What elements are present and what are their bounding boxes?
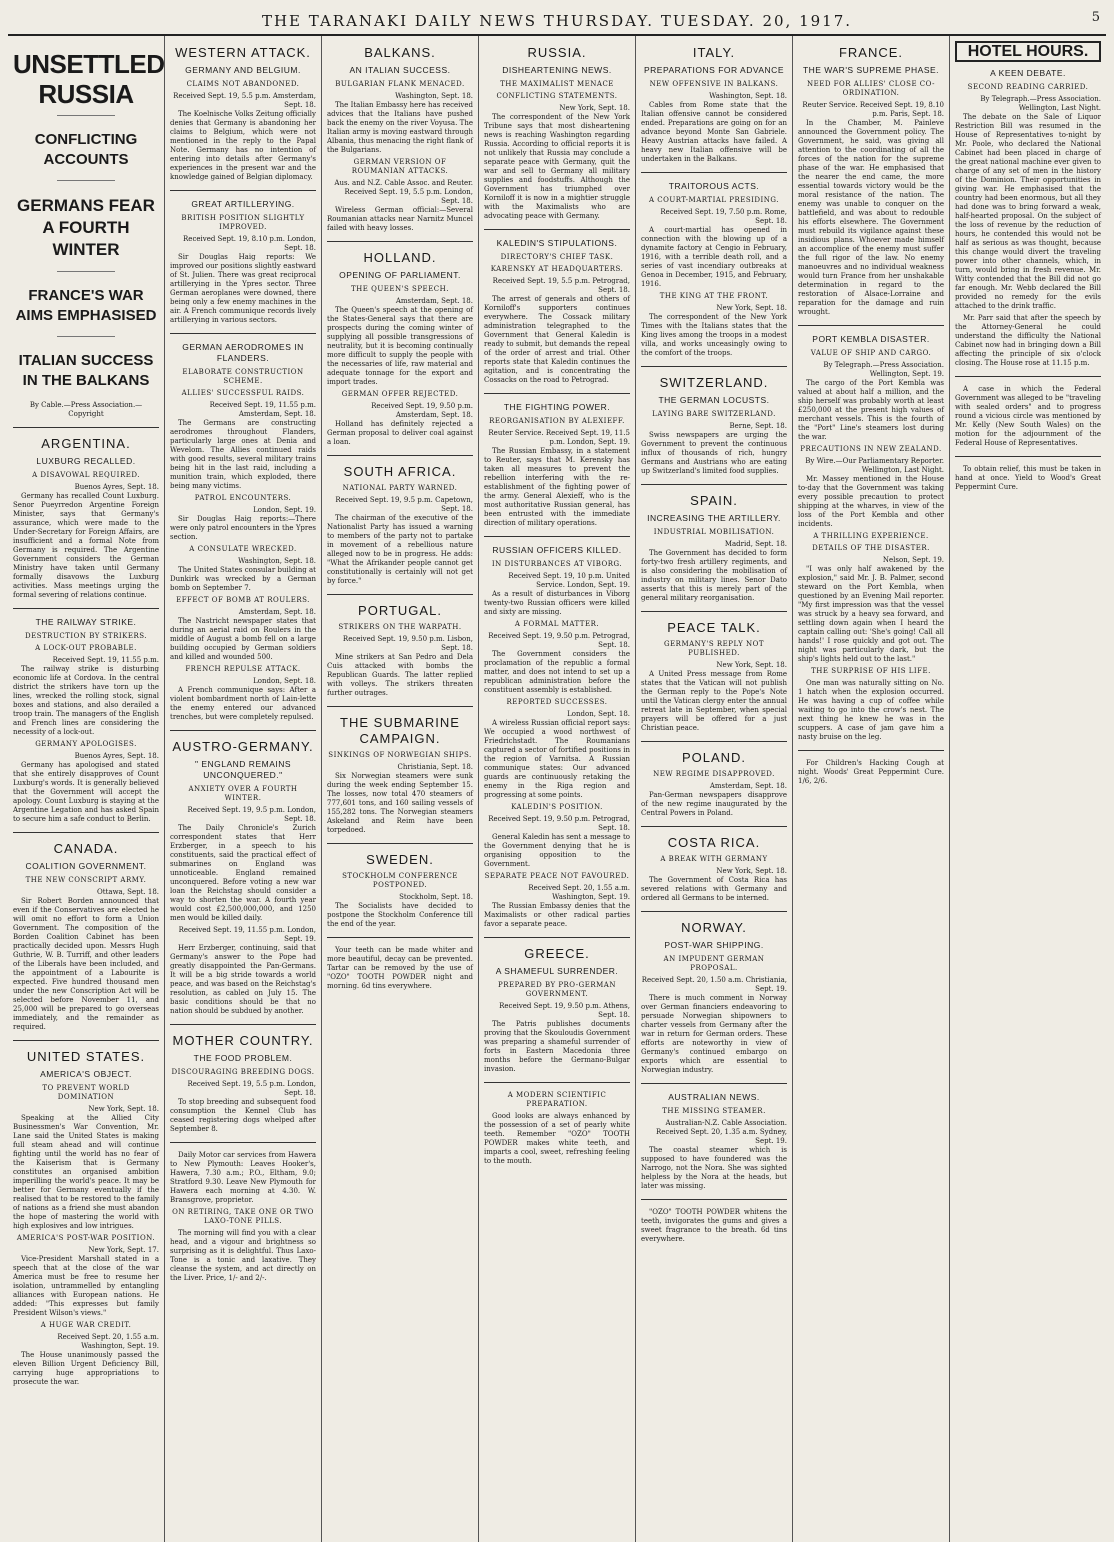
column-1: [8, 36, 165, 1542]
dateline: Berne, Sept. 18.: [729, 422, 787, 430]
article-text: The cargo of the Port Kembla was valued at about half a million, and the ship herself was probably worth at least £250,000 at the present high values of merchant vessels. This is the fourth of the "Port" Line's steamers lost during the war.: [798, 379, 944, 441]
argentina-sub2: A DISAVOWAL REQUIRED.: [32, 471, 140, 479]
kaledin-title: KALEDIN'S STIPULATIONS.: [496, 238, 618, 248]
dateline: London, Sept. 19.: [253, 506, 316, 514]
subheadline-conflicting: CONFLICTING ACCOUNTS: [34, 131, 138, 168]
divider: [641, 826, 787, 827]
patrol-title: PATROL ENCOUNTERS.: [194, 494, 292, 502]
western-title: WESTERN ATTACK.: [175, 45, 311, 60]
article-text: The railway strike is disturbing economic life at Cordova. In the central district the strikers have torn up the lines, wrecked the rolling stock, signal boxes and stations, and also derailed a troop train. The managers of the English and French lines are considering the necessity of a lock-out.: [13, 665, 159, 736]
article-text: Cables from Rome state that the Italian offensive cannot be considered ended. Preparations are going on for an advance beyond Monte San Gabriele. Heavy Austrian attacks have failed. A heavy new Italian offensive will be undertaken in the Balkans.: [641, 101, 787, 163]
dateline: Received Sept. 19, 11.55 p.m.: [52, 656, 159, 664]
column-2: [165, 36, 322, 1542]
dateline: Washington, Sept. 18.: [395, 92, 473, 100]
costa-rica-sub: A BREAK WITH GERMANY: [660, 855, 768, 863]
article-text: Mr. Parr said that after the speech by the Attorney-General he could understand the difficulty the National Cabinet now had in bringing down a Bill affecting the principle of six o'clock closing. The House rose at 11.15 p.m.: [955, 314, 1101, 367]
article-text: The House unanimously passed the eleven Billion Urgent Deficiency Bill, carrying huge appropriations to prosecute the war.: [13, 1351, 159, 1386]
dateline: Received Sept. 19, 10 p.m. United Service. London, Sept. 19.: [508, 572, 630, 589]
article-text: One man was naturally sitting on No. 1 hatch when the explosion occurred. He was having a cup of coffee while waiting to go into the crow's nest. The next thing he knew he was in the scuppers. A case of jam gave him a nasty bruise on the leg.: [798, 679, 944, 741]
dateline: Received Sept. 20, 1.55 a.m. Washington, Sept. 19.: [57, 1333, 159, 1350]
divider: [641, 911, 787, 912]
dateline: Received Sept. 19, 9.50 p.m. Athens, Sept. 18.: [499, 1002, 630, 1019]
italy-title: ITALY.: [692, 45, 736, 60]
divider: [798, 325, 944, 326]
dateline: Received Sept. 20, 1.55 a.m. Washington, Sept. 19.: [528, 884, 630, 901]
repulse-title: FRENCH REPULSE ATTACK.: [185, 665, 301, 673]
surprise-title: THE SURPRISE OF HIS LIFE.: [811, 667, 931, 675]
divider: [57, 336, 115, 337]
article-text: A wireless Russian official report says: We occupied a wood northwest of Friedrichstadt. The Roumanians captured a sector of fortified positions in the region of Varnitsa. A Russian communique states: Our advanced guards are continuously retaking the enemy in the Riga region and progressing at some points.: [484, 719, 630, 799]
dateline: London, Sept. 18.: [253, 677, 316, 685]
divider: [484, 937, 630, 938]
hotel-title: HOTEL HOURS.: [955, 41, 1101, 62]
postwar-title: AMERICA'S POST-WAR POSITION.: [16, 1234, 156, 1242]
roulers-title: EFFECT OF BOMB AT ROULERS.: [176, 596, 310, 604]
peace-sub: GERMANY'S REPLY NOT PUBLISHED.: [663, 640, 765, 657]
dateline: Received Sept. 19, 9.5 p.m. London, Sept. 18.: [187, 806, 316, 823]
article-text: The chairman of the executive of the Nationalist Party has issued a warning to members of the party not to partake in movement of a rebellious nature alleged now to be in progress. He adds: "What the Afrikander people cannot get constitutionally is certainly will not get by force.": [327, 514, 473, 585]
divider: [484, 229, 630, 230]
dateline: Nelson, Sept. 19.: [882, 556, 944, 564]
article-text: To stop breeding and subsequent food consumption the Kennel Club has ceased registering dogs whelped after September 8.: [170, 1098, 316, 1133]
russia-title: RUSSIA.: [527, 45, 587, 60]
divider: [327, 455, 473, 456]
divider: [170, 1142, 316, 1143]
article-text: The debate on the Sale of Liquor Restriction Bill was resumed in the House of Representatives to-night by Mr. Poole, who declared the National Cabinet had been placed in charge of the great national machine ever given to charge of any set of men in the history of the Dominion. Their opportunities in giving war. He emphasised that the country had been enormous, but all they had done was to bring forward a weak, half-hearted proposal. On the subject of the loss of revenue by the reduction of hours, he contended this would not be half as serious as was thought, because this change would divert the traveling power into other channels, which, in turn, would bring in fresh revenue. Mr. Witty contended that the Bill did not go far enough. Mr. Webb declared the Bill provided no remedy for the evils attached to the drink traffic.: [955, 113, 1101, 310]
aerodromes-sub: ELABORATE CONSTRUCTION SCHEME.: [182, 368, 304, 385]
divider: [57, 180, 115, 181]
dateline: Received Sept. 19, 9.50 p.m. Lisbon, Sept. 18.: [342, 635, 473, 652]
article-text: As a result of disturbances in Viborg twenty-two Russian officers were killed and sixty are missing.: [484, 590, 630, 616]
divider: [327, 241, 473, 242]
divider: [57, 115, 115, 116]
column-6: [793, 36, 950, 1542]
divider: [327, 706, 473, 707]
spain-title: SPAIN.: [690, 493, 738, 508]
dateline: By Telegraph.—Press Association. Wellington, Last Night.: [980, 95, 1101, 112]
article-text: Wireless German official:—Several Roumanian attacks near Narnitz Muncel failed with heavy losses.: [327, 206, 473, 232]
divider: [641, 741, 787, 742]
article-text: Germany has apologised and stated that she entirely disapproves of Count Luxburg's words. It is generally believed that the Government will accept the apology. Count Luxburg is staying at the Argentine Legation and has asked Spain to secure him a safe conduct to Berlin.: [13, 761, 159, 823]
king-title: THE KING AT THE FRONT.: [659, 292, 769, 300]
article-text: A French communique says: After a violent bombardment north of Lain-lette the enemy entered our advanced trenches, but were completely repulsed.: [170, 686, 316, 721]
article-text: General Kaledin has sent a message to the Government denying that he is organising opposition to the Government.: [484, 833, 630, 868]
dateline: Received Sept. 19, 9.50 p.m. Petrograd, Sept. 18.: [488, 632, 630, 649]
fighting-sub: REORGANISATION BY ALEXIEFF.: [489, 417, 625, 425]
italy-sub: PREPARATIONS FOR ADVANCE: [644, 65, 784, 75]
sweden-title: SWEDEN.: [366, 852, 434, 867]
swiss-title: SWITZERLAND.: [659, 375, 769, 390]
article-text: Mine strikers at San Pedro and Dela Cuis attacked with bombs the Republican Guards. The latter replied with volleys. The strikers threaten further outrages.: [327, 653, 473, 697]
thrilling-sub: DETAILS OF THE DISASTER.: [812, 544, 930, 552]
france-title: FRANCE.: [838, 45, 904, 60]
article-text: Herr Erzberger, continuing, said that Germany's answer to the Pope had greatly disappointed the Pan-Germans. It will be a big stride towards a world peace, and was based on the Reichstag's resolution, as cabled on July 15. The basic conditions should be that no nation should be subdued by another.: [170, 944, 316, 1015]
fighting-title: THE FIGHTING POWER.: [503, 402, 611, 412]
dateline: Ottawa, Sept. 18.: [97, 888, 159, 896]
reported-title: REPORTED SUCCESSES.: [506, 698, 608, 706]
us-title: UNITED STATES.: [26, 1049, 146, 1064]
balkans-sub2: BULGARIAN FLANK MENACED.: [335, 80, 465, 88]
aerodromes-sub2: ALLIES' SUCCESSFUL RAIDS.: [181, 389, 305, 397]
mother-sub2: DISCOURAGING BREEDING DOGS.: [171, 1068, 315, 1076]
artillery-title: GREAT ARTILLERYING.: [191, 199, 295, 209]
italy-sub2: NEW OFFENSIVE IN BALKANS.: [649, 80, 779, 88]
hotel-sub: A KEEN DEBATE.: [990, 68, 1066, 78]
article-text: Vice-President Marshall stated in a speech that at the close of the war America must be free to resume her isolation, untrammelled by entangling alliances with European nations. He added: "This expresses but family President Wilson's views.": [13, 1255, 159, 1317]
dateline: Madrid, Sept. 18.: [724, 540, 787, 548]
divider: [170, 190, 316, 191]
article-text: The Russian Embassy denies that the Maximalists or other radical parties favor a separate peace.: [484, 902, 630, 928]
cable-credit: By Cable.—Press Association.—Copyright: [29, 401, 143, 418]
peace-title: PEACE TALK.: [667, 620, 761, 635]
dateline: By Telegraph.—Press Association. Wellington, Sept. 19.: [823, 361, 944, 378]
norway-sub2: AN IMPUDENT GERMAN PROPOSAL.: [663, 955, 765, 972]
article-text: The Government of Costa Rica has severed relations with Germany and ordered all Germans to be interned.: [641, 876, 787, 902]
article-text: A case in which the Federal Government was alleged to be "traveling with sealed orders" and to progress round a vicious circle was mentioned by Mr. Kelly (New South Wales) on the motion for the adjournment of the Federal House of Representatives.: [955, 385, 1101, 447]
australian-title: AUSTRALIAN NEWS.: [668, 1092, 760, 1102]
dateline: Amsterdam, Sept. 18.: [238, 608, 316, 616]
dateline: Amsterdam, Sept. 18.: [709, 782, 787, 790]
strike-title: THE RAILWAY STRIKE.: [35, 617, 137, 627]
portugal-sub: STRIKERS ON THE WARPATH.: [338, 623, 462, 631]
article-text: Mr. Massey mentioned in the House to-day that the Government was taking every possible precaution to protect shipping at the wharves, in view of the loss of the Port Kembla and other incidents.: [798, 475, 944, 528]
us-sub2: TO PREVENT WORLD DOMINATION: [42, 1084, 130, 1101]
austro-title: AUSTRO-GERMANY.: [172, 739, 314, 754]
dateline: Stockholm, Sept. 18.: [399, 893, 473, 901]
article-text: There is much comment in Norway over German financiers endeavoring to persuade Norwegian shipowners to charter vessels from Germany after the war in return for German orders. These efforts are noteworthy in view of Germany's continued embargo on exports which are essential to Norwegian industry.: [641, 994, 787, 1074]
dateline: Reuter Service. Received Sept. 19, 11.5 p.m. London, Sept. 19.: [488, 429, 630, 446]
roumanian-title: GERMAN VERSION OF ROUMANIAN ATTACKS.: [351, 158, 449, 175]
divider: [170, 333, 316, 334]
dateline: New York, Sept. 18.: [716, 867, 787, 875]
submarine-sub: SINKINGS OF NORWEGIAN SHIPS.: [328, 751, 472, 759]
holland-title: HOLLAND.: [363, 250, 437, 265]
dateline: London, Sept. 18.: [567, 710, 630, 718]
article-text: The Queen's speech at the opening of the States-General says that there are prospects during the coming winter of supplying all possible transgressions of neutrality, but it is becoming continually more difficult to supply the people with the necessaries of life, raw material and adequate tonnage for the export and import trades.: [327, 306, 473, 386]
traitorous-sub: A COURT-MARTIAL PRESIDING.: [648, 196, 779, 204]
france-sub2: NEED FOR ALLIES' CLOSE CO-ORDINATION.: [806, 80, 936, 97]
russia-sub2: THE MAXIMALIST MENACE: [500, 80, 614, 88]
dateline: Buenos Ayres, Sept. 18.: [74, 483, 159, 491]
dateline: Received Sept. 19, 5.5 p.m. London, Sept. 18.: [187, 1080, 316, 1097]
dateline: New York, Sept. 18.: [88, 1105, 159, 1113]
offer-title: GERMAN OFFER REJECTED.: [341, 390, 459, 398]
divider: [13, 832, 159, 833]
norway-title: NORWAY.: [681, 920, 747, 935]
article-text: "I was only half awakened by the explosion," said Mr. J. B. Palmer, second steward on the Port Kembla, when questioned by an Evening Mail reporter. "My first impression was that the vessel was struck by a heavy sea forward, and settling down again when I heard the captain calling out: 'She's going! Call all hands!' I rose quickly and got out. The night was particularly dark, but the ship's lights held out to the last.": [798, 565, 944, 663]
subheadline-fourth-winter: GERMANS FEAR A FOURTH WINTER: [17, 196, 155, 259]
divider: [955, 456, 1101, 457]
article-text: In the Chamber, M. Painleve announced the Government policy. The Government, he said, was giving all attention to the coordinating of all the forces of the nation for the supreme phase of the war. He emphasised that the nearer the end came, the more essential towards victory would be the moral resistance of the nation. The enemy was unable to conquer on the battlefield, and was about to redouble his efforts elsewhere. The Government must rebuild its vigilance against these insidious plans. Whoever made himself an accomplice of the enemy must suffer the full rigor of the law. No enemy manoeuvres and no individual weakness would turn France from her unshakable determination in regard to the restoration of Alsace-Lorraine and reparation for the damage and ruin wrought.: [798, 119, 944, 316]
divider: [327, 843, 473, 844]
article-text: The Italian Embassy here has received advices that the Italians have pushed back the enemy on the river Voyusa. The Italian army is moving eastward through Albania, thus menacing the right flank of the Bulgarians.: [327, 101, 473, 154]
ad-title: A MODERN SCIENTIFIC PREPARATION.: [507, 1091, 607, 1108]
kaledin-sub: DIRECTORY'S CHIEF TASK.: [500, 253, 614, 261]
column-5: [636, 36, 793, 1542]
divider: [327, 594, 473, 595]
dateline: Received Sept. 19, 9.5 p.m. Capetown, Sept. 18.: [335, 496, 473, 513]
divider: [170, 730, 316, 731]
article-text: The Daily Chronicle's Zurich correspondent states that Herr Erzberger, in a speech to his constituents, said the practical effect of submarines on England was unnoticeable. England remained unconquered. Before voting a new war loan the Reichstag should consider a way to shorten the war. A fourth year would cost £2,500,000,000, and 1250 men would be killed daily.: [170, 824, 316, 922]
dateline: Received Sept. 19, 7.50 p.m. Rome, Sept. 18.: [660, 208, 787, 225]
officers-sub: IN DISTURBANCES AT VIBORG.: [491, 560, 623, 568]
advertisement: For Children's Hacking Cough at night. Woods' Great Peppermint Cure. 1/6, 2/6.: [798, 759, 944, 785]
divider: [641, 1083, 787, 1084]
dateline: New York, Sept. 18.: [716, 304, 787, 312]
kembla-title: PORT KEMBLA DISASTER.: [812, 334, 930, 344]
article-text: The Government has decided to form forty-two fresh artillery regiments, and is also considering the mobilisation of industry on military lines. Senor Dato asserts that this is merely part of the general military reorganisation.: [641, 549, 787, 602]
western-sub: GERMANY AND BELGIUM.: [185, 65, 301, 75]
divider: [484, 393, 630, 394]
column-4: [479, 36, 636, 1542]
subheadline-italian-success: ITALIAN SUCCESS IN THE BALKANS: [18, 352, 154, 389]
masthead-title: THE TARANAKI DAILY NEWS THURSDAY. TUESDAY. 20, 1917.: [261, 12, 853, 30]
advertisement: Good looks are always enhanced by the possession of a set of pearly white teeth. Remember "OZO" TOOTH POWDER makes white teeth, and imparts a cool, sweet, refreshing feeling to the mouth.: [484, 1112, 630, 1165]
poland-sub: NEW REGIME DISAPPROVED.: [653, 770, 775, 778]
article-text: The coastal steamer which is supposed to have foundered was the Narrogo, not the Nora. She was sighted helpless by the Nora at the heads, but later was missing.: [641, 1146, 787, 1190]
article-text: The Nastricht newspaper states that during an aerial raid on Roulers in the middle of August a bomb fell on a large building occupied by German soldiers and killed and wounded 500.: [170, 617, 316, 661]
canada-sub: COALITION GOVERNMENT.: [25, 861, 147, 871]
formal-title: A FORMAL MATTER.: [514, 620, 600, 628]
australian-sub: THE MISSING STEAMER.: [662, 1107, 766, 1115]
divider: [13, 427, 159, 428]
holland-sub2: THE QUEEN'S SPEECH.: [351, 285, 449, 293]
separate-title: SEPARATE PEACE NOT FAVOURED.: [484, 872, 630, 880]
mother-title: MOTHER COUNTRY.: [172, 1033, 314, 1048]
dateline: Washington, Sept. 18.: [709, 92, 787, 100]
article-text: Speaking at the Allied City Businessmen's War Convention, Mr. Lane said the United States is making full steam ahead and will continue fighting until the world has no fear of the Kaiserism that is Germany constitutes an organised ambition imperilling the world's peace. It may be better for Germany eventually if the realised that to be restored to the family of nations as a friend she must abandon the hope of mastering the world with high explosives and low intrigues.: [13, 1114, 159, 1230]
columns: [8, 36, 1106, 1542]
thrilling-title: A THRILLING EXPERIENCE.: [813, 532, 929, 540]
divider: [13, 608, 159, 609]
dateline: Received Sept. 20, 1.50 a.m. Christiania, Sept. 19.: [641, 976, 787, 993]
holland-sub: OPENING OF PARLIAMENT.: [339, 270, 461, 280]
dateline: Received Sept. 19, 8.10 p.m. London, Sept. 18.: [183, 235, 316, 252]
advertisement: "OZO" TOOTH POWDER whitens the teeth, invigorates the gums and gives a sweet fragrance to the breath. 6d tins everywhere.: [641, 1208, 787, 1243]
russia-sub: DISHEARTENING NEWS.: [502, 65, 612, 75]
article-text: Sir Douglas Haig reports: We improved our positions slightly eastward of St. Julien. There was great reciprocal artillerying in the Ypres sector. Three German aeroplanes were downed, there being only a few enemy machines in the air. A French communique records lively artillerying in various sectors.: [170, 253, 316, 324]
divider: [170, 1024, 316, 1025]
dateline: Buenos Ayres, Sept. 18.: [74, 752, 159, 760]
article-text: Six Norwegian steamers were sunk during the week ending September 15. The losses, now total 470 steamers of 777,601 tons, and 160 sailing vessels of 155,282 tons. The Norwegian steamers Askeland and Reim have been torpedoed.: [327, 772, 473, 834]
column-7: [950, 36, 1106, 1542]
dateline: Received Sept. 19, 5.5 p.m. Petrograd, Sept. 18.: [492, 277, 630, 294]
article-text: Holland has definitely rejected a German proposal to deliver coal against a loan.: [327, 420, 473, 446]
dateline: Aus. and N.Z. Cable Assoc. and Reuter. Received Sept. 19, 5.5 p.m. London, Sept. 18.: [334, 179, 473, 205]
precautions-title: PRECAUTIONS IN NEW ZEALAND.: [800, 445, 942, 453]
norway-sub: POST-WAR SHIPPING.: [664, 940, 764, 950]
advertisement: To obtain relief, this must be taken in hand at once. Yield to Wood's Great Peppermint Cure.: [955, 465, 1101, 491]
ad-title: ON RETIRING, TAKE ONE OR TWO LAXO-TONE PILLS.: [172, 1208, 314, 1225]
kaledin-position-title: KALEDIN'S POSITION.: [511, 803, 603, 811]
divider: [484, 1082, 630, 1083]
strike-sub2: A LOCK-OUT PROBABLE.: [35, 644, 137, 652]
submarine-title: THE SUBMARINE CAMPAIGN.: [340, 715, 460, 746]
masthead: [8, 6, 1106, 36]
swiss-sub2: LAYING BARE SWITZERLAND.: [652, 410, 776, 418]
dateline: Received Sept. 19, 9.50 p.m. Amsterdam, Sept. 18.: [371, 402, 473, 419]
article-text: Swiss newspapers are urging the Government to prevent the continuous influx of thousands of rich, hungry Germans and Austrians who are eating up Switzerland's limited food supplies.: [641, 431, 787, 475]
article-text: The Russian Embassy, in a statement to Reuter, says that M. Kerensky has taken all measures to prevent the rebellion interfering with the re-establishment of the fighting power of the army. General Alexieff, who is the most authoritative Russian general, has been entrusted with the immediate direction of military operations.: [484, 447, 630, 527]
war-credit-title: A HUGE WAR CREDIT.: [40, 1321, 132, 1329]
apologies-title: GERMANY APOLOGISES.: [35, 740, 137, 748]
argentina-sub: LUXBURG RECALLED.: [36, 456, 136, 466]
article-text: The Germans are constructing aerodromes throughout Flanders, particularly large ones at Denia and Wevelom. The Allies continued raids with good results, several military trains being hit in the last raid, including a munition train, which exploded, there being many victims.: [170, 419, 316, 490]
greece-sub: A SHAMEFUL SURRENDER.: [495, 966, 619, 976]
article-text: The Government considers the proclamation of the republic a formal matter, and does not intend to set up a republican administration before the constituent assembly is established.: [484, 650, 630, 694]
column-3: [322, 36, 479, 1542]
austro-sub2: ANXIETY OVER A FOURTH WINTER.: [188, 785, 298, 802]
article-text: Pan-German newspapers disapprove of the new regime inaugurated by the Central Powers in Poland.: [641, 791, 787, 817]
dateline: Received Sept. 19, 5.5 p.m. Amsterdam, Sept. 18.: [173, 92, 316, 109]
dateline: Amsterdam, Sept. 18.: [395, 297, 473, 305]
divider: [641, 484, 787, 485]
mother-sub: THE FOOD PROBLEM.: [193, 1053, 293, 1063]
article-text: A court-martial has opened in connection with the blowing up of a dynamite factory at Cengio in February, 1916, with a terrible death roll, and a series of vast incendiary outbreaks at Genoa in December, 1915, and February, 1916.: [641, 226, 787, 288]
western-sub2: CLAIMS NOT ABANDONED.: [186, 80, 300, 88]
consulate-title: A CONSULATE WRECKED.: [189, 545, 297, 553]
article-text: The Socialists have decided to postpone the Stockholm Conference till the end of the year.: [327, 902, 473, 928]
dateline: Christiania, Sept. 18.: [397, 763, 473, 771]
greece-title: GREECE.: [524, 946, 590, 961]
divider: [57, 271, 115, 272]
dateline: Australian-N.Z. Cable Association. Received Sept. 20, 1.35 a.m. Sydney, Sept. 19.: [656, 1119, 787, 1145]
hotel-sub2: SECOND READING CARRIED.: [967, 83, 1089, 91]
article-text: Germany has recalled Count Luxburg. Senor Pueyrredon Argentine Foreign Minister, says that Germany's assurance, which were made to the Under-Secretary for Foreign Affairs, are insufficient and a formal Note from Germany is required. The Argentine Government considers the German Ministry have taken until Germany formally disavows the Luxburg activities. Mass meetings urging the formal severing of relations continue.: [13, 492, 159, 599]
balkans-sub: AN ITALIAN SUCCESS.: [349, 65, 451, 75]
dateline: Received Sept. 19, 11.55 p.m. London, Sept. 19.: [178, 926, 316, 943]
argentina-title: ARGENTINA.: [41, 436, 131, 451]
canada-title: CANADA.: [53, 841, 119, 856]
aerodromes-title: GERMAN AERODROMES IN FLANDERS.: [182, 342, 304, 363]
divider: [327, 937, 473, 938]
dateline: Reuter Service. Received Sept. 19, 8.10 p.m. Paris, Sept. 18.: [802, 101, 944, 118]
portugal-title: PORTUGAL.: [358, 603, 442, 618]
kembla-sub: VALUE OF SHIP AND CARGO.: [810, 349, 932, 357]
dateline: Received Sept. 19, 11.55 p.m. Amsterdam, Sept. 18.: [209, 401, 316, 418]
subheadline-war-aims: FRANCE'S WAR AIMS EMPHASISED: [15, 287, 157, 324]
safrica-title: SOUTH AFRICA.: [343, 464, 457, 479]
advertisement: Daily Motor car services from Hawera to New Plymouth: Leaves Hooker's, Hawera, 7.30 a.m.; P.O., Eltham, 9.0; Stratford 9.30. Leave New Plymouth for Hawera each morning at 4.30. W. Bransgrove, proprietor.: [170, 1151, 316, 1204]
article-text: A United Press message from Rome states that the Vatican will not publish the German reply to the Pope's Note until the Vatican clergy enter the annual retreat late in September, when special prayers will be offered for a just Christian peace.: [641, 670, 787, 732]
article-text: The Patris publishes documents proving that the Skouloudis Government was preparing a shameful surrender of forts in Eastern Macedonia three months before the Germano-Bulgar invasion.: [484, 1020, 630, 1073]
divider: [641, 1199, 787, 1200]
divider: [641, 172, 787, 173]
dateline: New York, Sept. 18.: [716, 661, 787, 669]
kaledin-sub2: KARENSKY AT HEADQUARTERS.: [490, 265, 624, 273]
article-text: Sir Douglas Haig reports:—There were only patrol encounters in the Ypres section.: [170, 515, 316, 541]
austro-sub: " ENGLAND REMAINS UNCONQUERED.": [194, 759, 292, 780]
france-sub: THE WAR'S SUPREME PHASE.: [802, 65, 940, 75]
swiss-sub: THE GERMAN LOCUSTS.: [658, 395, 770, 405]
officers-title: RUSSIAN OFFICERS KILLED.: [492, 545, 622, 555]
artillery-sub: BRITISH POSITION SLIGHTLY IMPROVED.: [181, 214, 305, 231]
us-sub: AMERICA'S OBJECT.: [40, 1069, 132, 1079]
canada-sub2: THE NEW CONSCRIPT ARMY.: [25, 876, 147, 884]
main-headline: UNSETTLED RUSSIA: [13, 49, 165, 109]
divider: [13, 1040, 159, 1041]
costa-rica-title: COSTA RICA.: [667, 835, 761, 850]
divider: [798, 750, 944, 751]
greece-sub2: PREPARED BY PRO-GERMAN GOVERNMENT.: [498, 981, 616, 998]
spain-sub: INCREASING THE ARTILLERY.: [647, 513, 781, 523]
balkans-title: BALKANS.: [364, 45, 436, 60]
dateline: New York, Sept. 18.: [559, 104, 630, 112]
poland-title: POLAND.: [681, 750, 747, 765]
sweden-sub: STOCKHOLM CONFERENCE POSTPONED.: [342, 872, 458, 889]
article-text: The correspondent of the New York Times with the Italians states that the King lives among the troops in a modest villa, and works unceasingly owing to the comfort of the troops.: [641, 313, 787, 357]
advertisement: The morning will find you with a clear head, and a vigour and brightness so surprising as it is delightful. Thus Laxo-Tone is a tonic and laxative. They cleanse the system, and act directly on the Liver. Price, 1/- and 2/-.: [170, 1229, 316, 1282]
page-number: 5: [1091, 10, 1100, 25]
advertisement: Your teeth can be made whiter and more beautiful, decay can be prevented. Tartar can be removed by the use of "OZO" TOOTH POWDER night and morning. 6d tins everywhere.: [327, 946, 473, 990]
russia-sub3: CONFLICTING STATEMENTS.: [496, 92, 618, 100]
dateline: Received Sept. 19, 9.50 p.m. Petrograd, Sept. 18.: [488, 815, 630, 832]
dateline: By Wire.—Our Parliamentary Reporter. Wellington, Last Night.: [805, 457, 944, 474]
article-text: The correspondent of the New York Tribune says that most disheartening news is reaching Washington regarding Russia. According to official reports it is not unlikely that Russia may conclude a separate peace with Germany, quit the war and sell to Germany all military supplies and foodstuffs. Although the Government has triumphed over Korniloff it is now in a mightier struggle with the Maximalists who are advocating peace with Germany.: [484, 113, 630, 220]
strike-sub: DESTRUCTION BY STRIKERS.: [25, 632, 147, 640]
divider: [641, 611, 787, 612]
divider: [955, 376, 1101, 377]
divider: [484, 536, 630, 537]
article-text: The arrest of generals and others of Korniloff's supporters continues everywhere. The Cossack military administration telegraphed to the Government that General Kaledin is ready to submit, but demands the repeal of the order of arrest and trial. Other reports state that Kaledin continues the agitation, and is concentrating the Cossacks on the road to Petrograd.: [484, 295, 630, 384]
safrica-sub: NATIONAL PARTY WARNED.: [342, 484, 458, 492]
dateline: Washington, Sept. 18.: [238, 557, 316, 565]
spain-sub2: INDUSTRIAL MOBILISATION.: [653, 528, 775, 536]
article-text: The Koelnische Volks Zeitung officially denies that Germany is abandoning her claims to Belgium, which were not mentioned in the reply to the Papal Note. Germany has no intention of entering into details after Germany's experiences in the present war and the knowledge gained of Belgian diplomacy.: [170, 110, 316, 181]
dateline: New York, Sept. 17.: [88, 1246, 159, 1254]
article-text: The United States consular building at Dunkirk was wrecked by a German bomb on September 7.: [170, 566, 316, 592]
divider: [641, 366, 787, 367]
article-text: Sir Robert Borden announced that even if the Conservatives are elected he will omit no effort to form a Union Government. The composition of the Borden Coalition Cabinet has been practically decided upon. Messrs Hugh Guthrie, W. B. Turriff, and other leaders of the Liberals have been included, and the appointment of a Labourite is expected. Five hundred thousand men under the new Conscription Act will be selected before November 11, and 25,000 will be prepared to go overseas immediately, and the remainder as required.: [13, 897, 159, 1031]
traitorous-title: TRAITOROUS ACTS.: [668, 181, 760, 191]
